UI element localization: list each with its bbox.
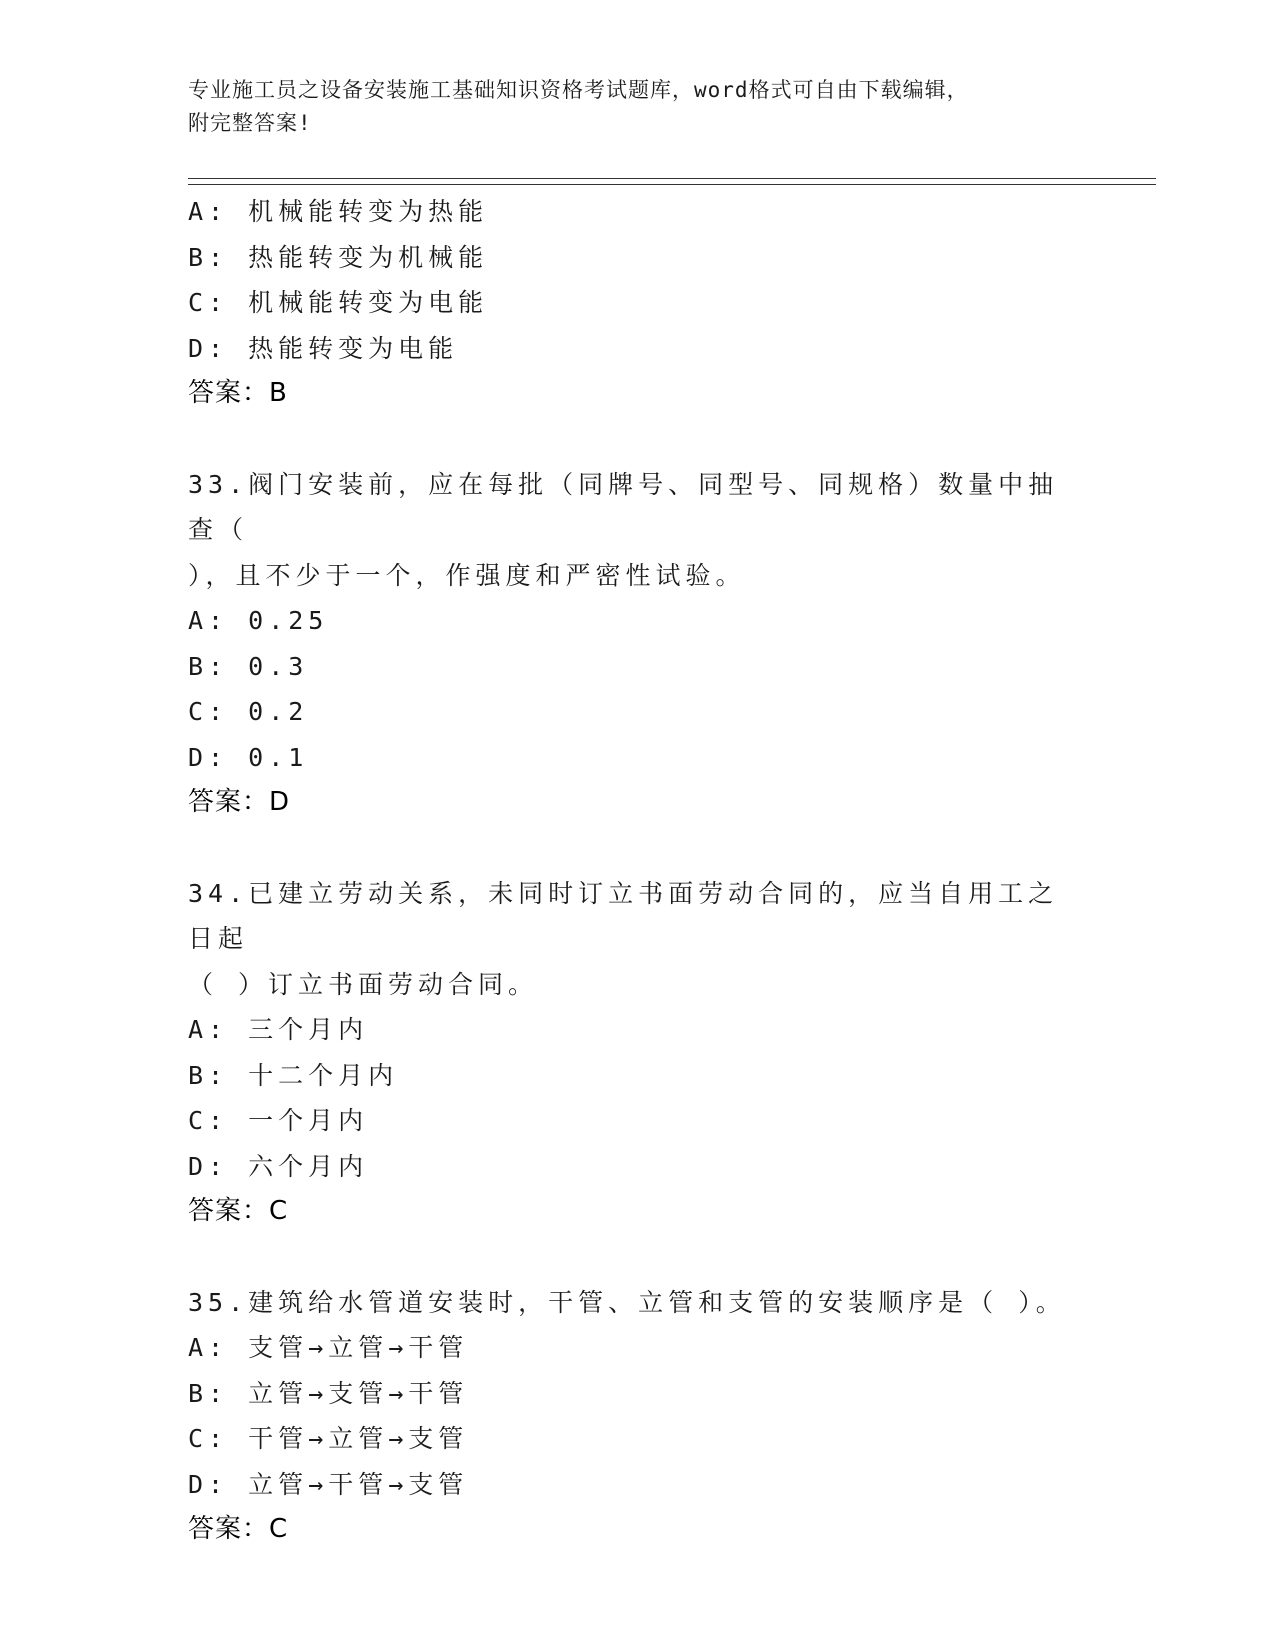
question-34 (188, 871, 1088, 1235)
answer-line: 答案：D (188, 787, 291, 817)
answer-line: 答案：C (188, 1514, 289, 1544)
question-stem-line1: 34.已建立劳动关系，未同时订立书面劳动合同的，应当自用工之日起 (188, 878, 1059, 953)
option-a: A: 三个月内 (188, 1015, 369, 1044)
option-c: C: 干管→立管→支管 (188, 1424, 469, 1453)
option-c: C: 0.2 (188, 697, 309, 726)
question-stem-line2: ），且不少于一个，作强度和严密性试验。 (188, 560, 746, 590)
option-b: B: 热能转变为机械能 (188, 242, 489, 272)
option-c: C: 机械能转变为电能 (188, 288, 489, 317)
option-a: A: 支管→立管→干管 (188, 1333, 469, 1362)
answer-line: 答案：B (188, 378, 288, 408)
question-list (188, 189, 1088, 1553)
question-32-continued (188, 189, 1088, 417)
option-c: C: 一个月内 (188, 1106, 369, 1135)
option-a: A: 机械能转变为热能 (188, 197, 489, 226)
option-b: B: 0.3 (188, 651, 309, 681)
question-stem-line1: 35.建筑给水管道安装时，干管、立管和支管的安装顺序是（ ）。 (188, 1287, 1066, 1317)
option-b: B: 立管→支管→干管 (188, 1378, 469, 1408)
question-35 (188, 1280, 1088, 1553)
option-b: B: 十二个月内 (188, 1060, 399, 1090)
question-stem-line2: （ ）订立书面劳动合同。 (188, 969, 539, 999)
header-divider-bottom (188, 184, 1156, 185)
question-33 (188, 462, 1088, 826)
option-d: D: 0.1 (188, 742, 309, 772)
header-title-line2: 附完整答案! (188, 111, 312, 135)
option-d: D: 立管→干管→支管 (188, 1469, 469, 1499)
header-divider-top (188, 178, 1156, 179)
answer-line: 答案：C (188, 1196, 289, 1226)
question-stem-line1: 33.阀门安装前，应在每批（同牌号、同型号、同规格）数量中抽查（ (188, 469, 1059, 544)
option-d: D: 六个月内 (188, 1151, 369, 1181)
header-title-line1: 专业施工员之设备安装施工基础知识资格考试题库，word格式可自由下载编辑， (188, 78, 969, 102)
document-header (188, 74, 1088, 140)
option-a: A: 0.25 (188, 606, 329, 635)
option-d: D: 热能转变为电能 (188, 333, 459, 363)
